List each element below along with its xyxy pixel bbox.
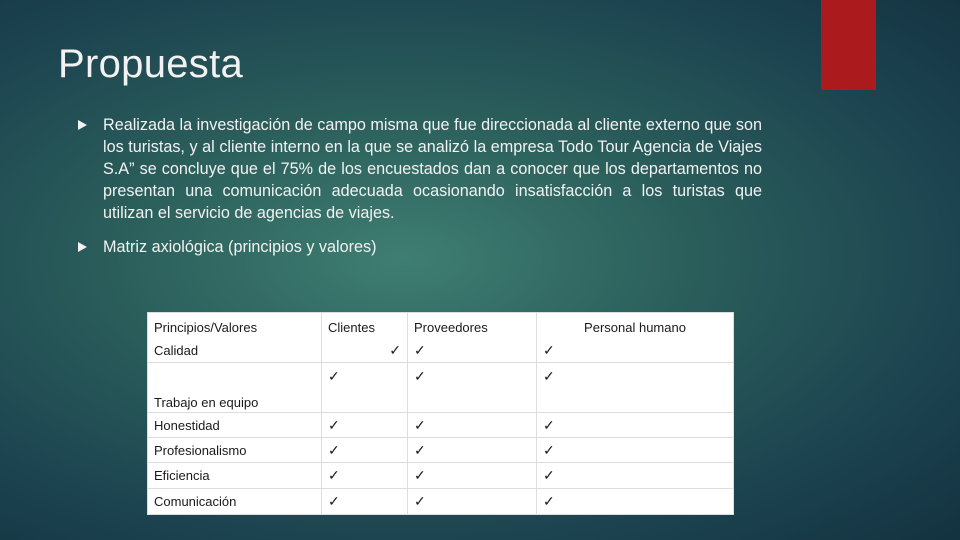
header-proveedores: Proveedores bbox=[408, 313, 537, 339]
check-icon: ✓ bbox=[537, 339, 734, 363]
header-principios-valores: Principios/Valores bbox=[148, 313, 322, 339]
table-row bbox=[148, 438, 734, 463]
table-row bbox=[148, 413, 734, 438]
check-icon: ✓ bbox=[537, 463, 734, 489]
slide-title: Propuesta bbox=[58, 42, 244, 86]
header-personal-humano: Personal humano bbox=[537, 313, 734, 339]
row-label: Trabajo en equipo bbox=[148, 363, 322, 413]
row-label: Honestidad bbox=[148, 413, 322, 438]
check-icon: ✓ bbox=[537, 438, 734, 463]
check-icon: ✓ bbox=[408, 489, 537, 515]
bullet-text: Realizada la investigación de campo misma que fue direccionada al cliente externo que son los turistas, y al cliente interno en la que se analizó la empresa Todo Tour Agencia de Viajes S.A” se concluye que el 75% de los encuestados dan a conocer que los departamentos no presentan una comunicación adecuada ocasionando insatisfacción a los turistas que utilizan el servicio de agencias de viajes. bbox=[103, 116, 762, 222]
check-icon: ✓ bbox=[322, 339, 408, 363]
check-icon: ✓ bbox=[408, 339, 537, 363]
table-row bbox=[148, 489, 734, 515]
check-icon: ✓ bbox=[408, 438, 537, 463]
header-clientes: Clientes bbox=[322, 313, 408, 339]
check-icon: ✓ bbox=[537, 413, 734, 438]
row-label: Eficiencia bbox=[148, 463, 322, 489]
check-icon: ✓ bbox=[322, 413, 408, 438]
check-icon: ✓ bbox=[322, 438, 408, 463]
table-row bbox=[148, 339, 734, 363]
diamond-arrow-bullet-icon bbox=[78, 242, 87, 252]
check-icon: ✓ bbox=[322, 489, 408, 515]
bullet-item-matrix bbox=[76, 236, 762, 258]
row-label: Comunicación bbox=[148, 489, 322, 515]
check-icon: ✓ bbox=[322, 463, 408, 489]
check-icon: ✓ bbox=[408, 413, 537, 438]
row-label: Profesionalismo bbox=[148, 438, 322, 463]
check-icon: ✓ bbox=[322, 363, 408, 413]
row-label: Calidad bbox=[148, 339, 322, 363]
table-header-row bbox=[148, 313, 734, 339]
check-icon: ✓ bbox=[537, 489, 734, 515]
bullet-text: Matriz axiológica (principios y valores) bbox=[103, 238, 377, 256]
table-row bbox=[148, 363, 734, 413]
check-icon: ✓ bbox=[408, 363, 537, 413]
bullet-item-research bbox=[76, 114, 762, 224]
check-icon: ✓ bbox=[408, 463, 537, 489]
table-row bbox=[148, 463, 734, 489]
bullet-list bbox=[76, 114, 762, 258]
accent-bar bbox=[821, 0, 876, 90]
diamond-arrow-bullet-icon bbox=[78, 120, 87, 130]
check-icon: ✓ bbox=[537, 363, 734, 413]
axiological-matrix-table bbox=[147, 312, 734, 515]
